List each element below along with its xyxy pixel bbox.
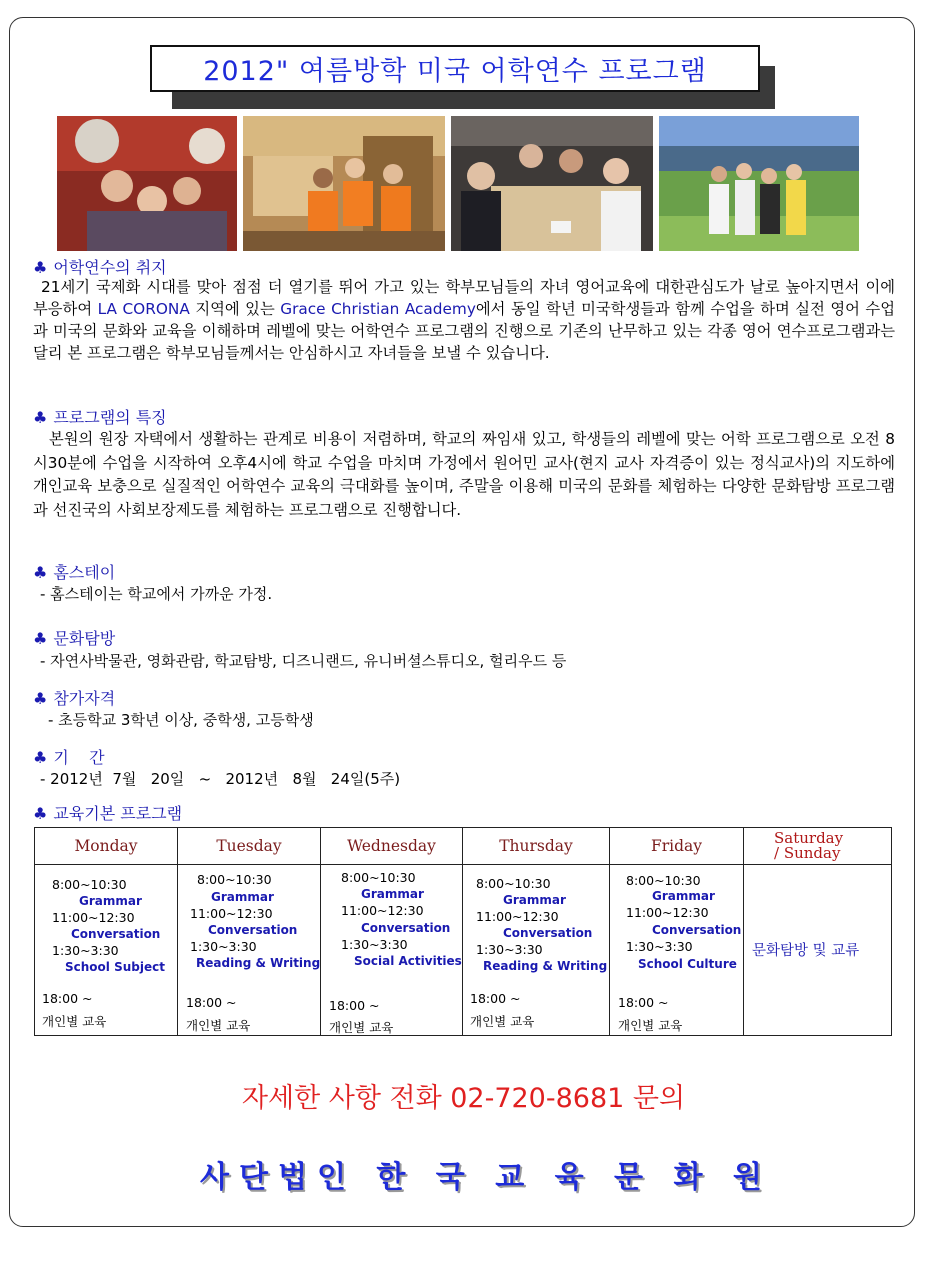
subject-1: Grammar <box>79 894 142 908</box>
subject-1: Grammar <box>211 890 274 904</box>
photo-students-cafe <box>57 116 237 251</box>
evening-time: 18:00 ~ <box>470 991 521 1006</box>
organization-name: 사단법인 한 국 교 육 문 화 원 <box>200 1160 772 1195</box>
time-2: 11:00~12:30 <box>52 910 135 925</box>
subject-2: Conversation <box>503 926 593 940</box>
day-thursday: Thursday <box>463 828 610 865</box>
club-icon: ♣ <box>33 689 48 708</box>
heading-text: 프로그램의 특징 <box>53 408 167 427</box>
time-3: 1:30~3:30 <box>476 942 543 957</box>
evening-time: 18:00 ~ <box>329 998 380 1013</box>
subject-2: Conversation <box>208 923 298 937</box>
club-icon: ♣ <box>33 563 48 582</box>
schedule-cell-tuesday <box>178 865 321 1036</box>
time-1: 8:00~10:30 <box>476 876 551 891</box>
subject-3: School Culture <box>638 957 737 971</box>
section-heading-culture <box>33 626 115 649</box>
time-3: 1:30~3:30 <box>190 939 257 954</box>
schedule-cell-monday <box>35 865 178 1036</box>
weekend-line-2: / Sunday <box>774 844 841 862</box>
time-3: 1:30~3:30 <box>341 937 408 952</box>
subject-3: Social Activities <box>354 954 462 968</box>
section-heading-eligibility <box>33 686 115 709</box>
section-heading-schedule <box>33 801 182 824</box>
evening-activity: 개인별 교육 <box>186 1018 251 1033</box>
day-tuesday: Tuesday <box>178 828 321 865</box>
subject-2: Conversation <box>361 921 451 935</box>
evening-time: 18:00 ~ <box>42 991 93 1006</box>
club-icon: ♣ <box>33 258 48 277</box>
time-1: 8:00~10:30 <box>52 877 127 892</box>
day-friday: Friday <box>610 828 744 865</box>
evening-activity: 개인별 교육 <box>42 1014 107 1029</box>
period-text: - 2012년 7월 20일 ~ 2012년 8월 24일(5주) <box>40 770 401 788</box>
time-2: 11:00~12:30 <box>626 905 709 920</box>
subject-3: School Subject <box>65 960 165 974</box>
page-title: 2012" 여름방학 미국 어학연수 프로그램 <box>203 56 707 87</box>
heading-text: 참가자격 <box>53 689 116 708</box>
purpose-text-2: 지역에 있는 <box>189 300 281 318</box>
time-2: 11:00~12:30 <box>341 903 424 918</box>
eligibility-text: - 초등학교 3학년 이상, 중학생, 고등학생 <box>48 711 314 729</box>
time-2: 11:00~12:30 <box>476 909 559 924</box>
day-monday: Monday <box>35 828 178 865</box>
schedule-header-row <box>35 828 892 865</box>
club-icon: ♣ <box>33 629 48 648</box>
heading-text: 기 간 <box>53 748 105 767</box>
homestay-text: - 홈스테이는 학교에서 가까운 가정. <box>40 585 273 603</box>
time-3: 1:30~3:30 <box>626 939 693 954</box>
schedule-cell-wednesday <box>321 865 463 1036</box>
evening-time: 18:00 ~ <box>186 995 237 1010</box>
time-1: 8:00~10:30 <box>341 870 416 885</box>
subject-1: Grammar <box>652 889 715 903</box>
weekend-activity: 문화탐방 및 교류 <box>752 943 860 959</box>
heading-text: 문화탐방 <box>53 629 116 648</box>
section-heading-homestay <box>33 560 115 583</box>
subject-1: Grammar <box>361 887 424 901</box>
photo-group-outdoor <box>659 116 859 251</box>
subject-3: Reading & Writing <box>483 959 608 973</box>
time-1: 8:00~10:30 <box>626 873 701 888</box>
heading-text: 홈스테이 <box>53 563 116 582</box>
section-heading-period <box>33 745 105 768</box>
heading-text: 어학연수의 취지 <box>53 258 167 277</box>
la-corona-text: LA CORONA <box>97 300 190 318</box>
day-weekend <box>744 828 892 865</box>
evening-activity: 개인별 교육 <box>470 1014 535 1029</box>
purpose-text-3: 에서 동일 학년 미국학생들과 함께 수업을 하며 실전 영어 수업과 미국의 문화와 교육을 이해하며 레벨에 맞는 어학연수 프로그램의 진행으로 기존의 난무하고 있는 각종 영어 연수프로그램과는 달리 본 프로그램은 학부모님들께서는 안심하시고 자녀들을 보낼 수 있습니다. <box>33 300 895 362</box>
culture-text: - 자연사박물관, 영화관람, 학교탐방, 디즈니랜드, 유니버셜스튜디오, 헐리우드 등 <box>40 652 567 670</box>
schedule-cell-thursday <box>463 865 610 1036</box>
evening-activity: 개인별 교육 <box>618 1018 683 1033</box>
subject-2: Conversation <box>652 923 742 937</box>
schedule-table <box>34 827 892 1036</box>
evening-time: 18:00 ~ <box>618 995 669 1010</box>
contact-info: 자세한 사항 전화 02-720-8681 문의 <box>241 1083 686 1114</box>
subject-1: Grammar <box>503 893 566 907</box>
schedule-cell-weekend <box>744 865 892 1036</box>
title-box <box>150 45 760 92</box>
club-icon: ♣ <box>33 408 48 427</box>
subject-2: Conversation <box>71 927 161 941</box>
features-paragraph: 본원의 원장 자택에서 생활하는 관계로 비용이 저렴하며, 학교의 짜임새 있고, 학생들의 레벨에 맞는 어학 프로그램으로 오전 8시30분에 수업을 시작하여 오후4시에 학교 수업을 마치며 가정에서 원어민 교사(현지 교사 자격증이 있는 정식교사)의 지도하에 개인교육 보충으로 실질적인 어학연수 교육의 극대화를 높이며, 주말을 이용해 미국의 문화를 체험하는 다양한 문화탐방 프로그램과 선진국의 사회보장제도를 체험하는 프로그램으로 진행합니다. <box>33 430 895 519</box>
time-2: 11:00~12:30 <box>190 906 273 921</box>
weekend-line-1: Saturday <box>774 829 844 847</box>
evening-activity: 개인별 교육 <box>329 1020 394 1035</box>
club-icon: ♣ <box>33 804 48 823</box>
day-wednesday: Wednesday <box>321 828 463 865</box>
photo-students-table <box>451 116 653 251</box>
subject-3: Reading & Writing <box>196 956 321 970</box>
academy-name: Grace Christian Academy <box>280 300 476 318</box>
time-3: 1:30~3:30 <box>52 943 119 958</box>
time-1: 8:00~10:30 <box>197 872 272 887</box>
club-icon: ♣ <box>33 748 48 767</box>
schedule-cell-friday <box>610 865 744 1036</box>
section-heading-features <box>33 405 167 428</box>
photo-students-hallway <box>243 116 445 251</box>
purpose-text-1: 21세기 국제화 시대를 맞아 점점 더 열기를 뛰어 가고 있는 학부모님들의 자녀 영어교육에 대한관심도가 날로 높아지면서 이에 부응하여 <box>33 278 895 318</box>
purpose-paragraph <box>33 276 895 364</box>
schedule-body-row <box>35 865 892 1036</box>
heading-text: 교육기본 프로그램 <box>53 804 183 823</box>
section-heading-purpose <box>33 255 167 278</box>
